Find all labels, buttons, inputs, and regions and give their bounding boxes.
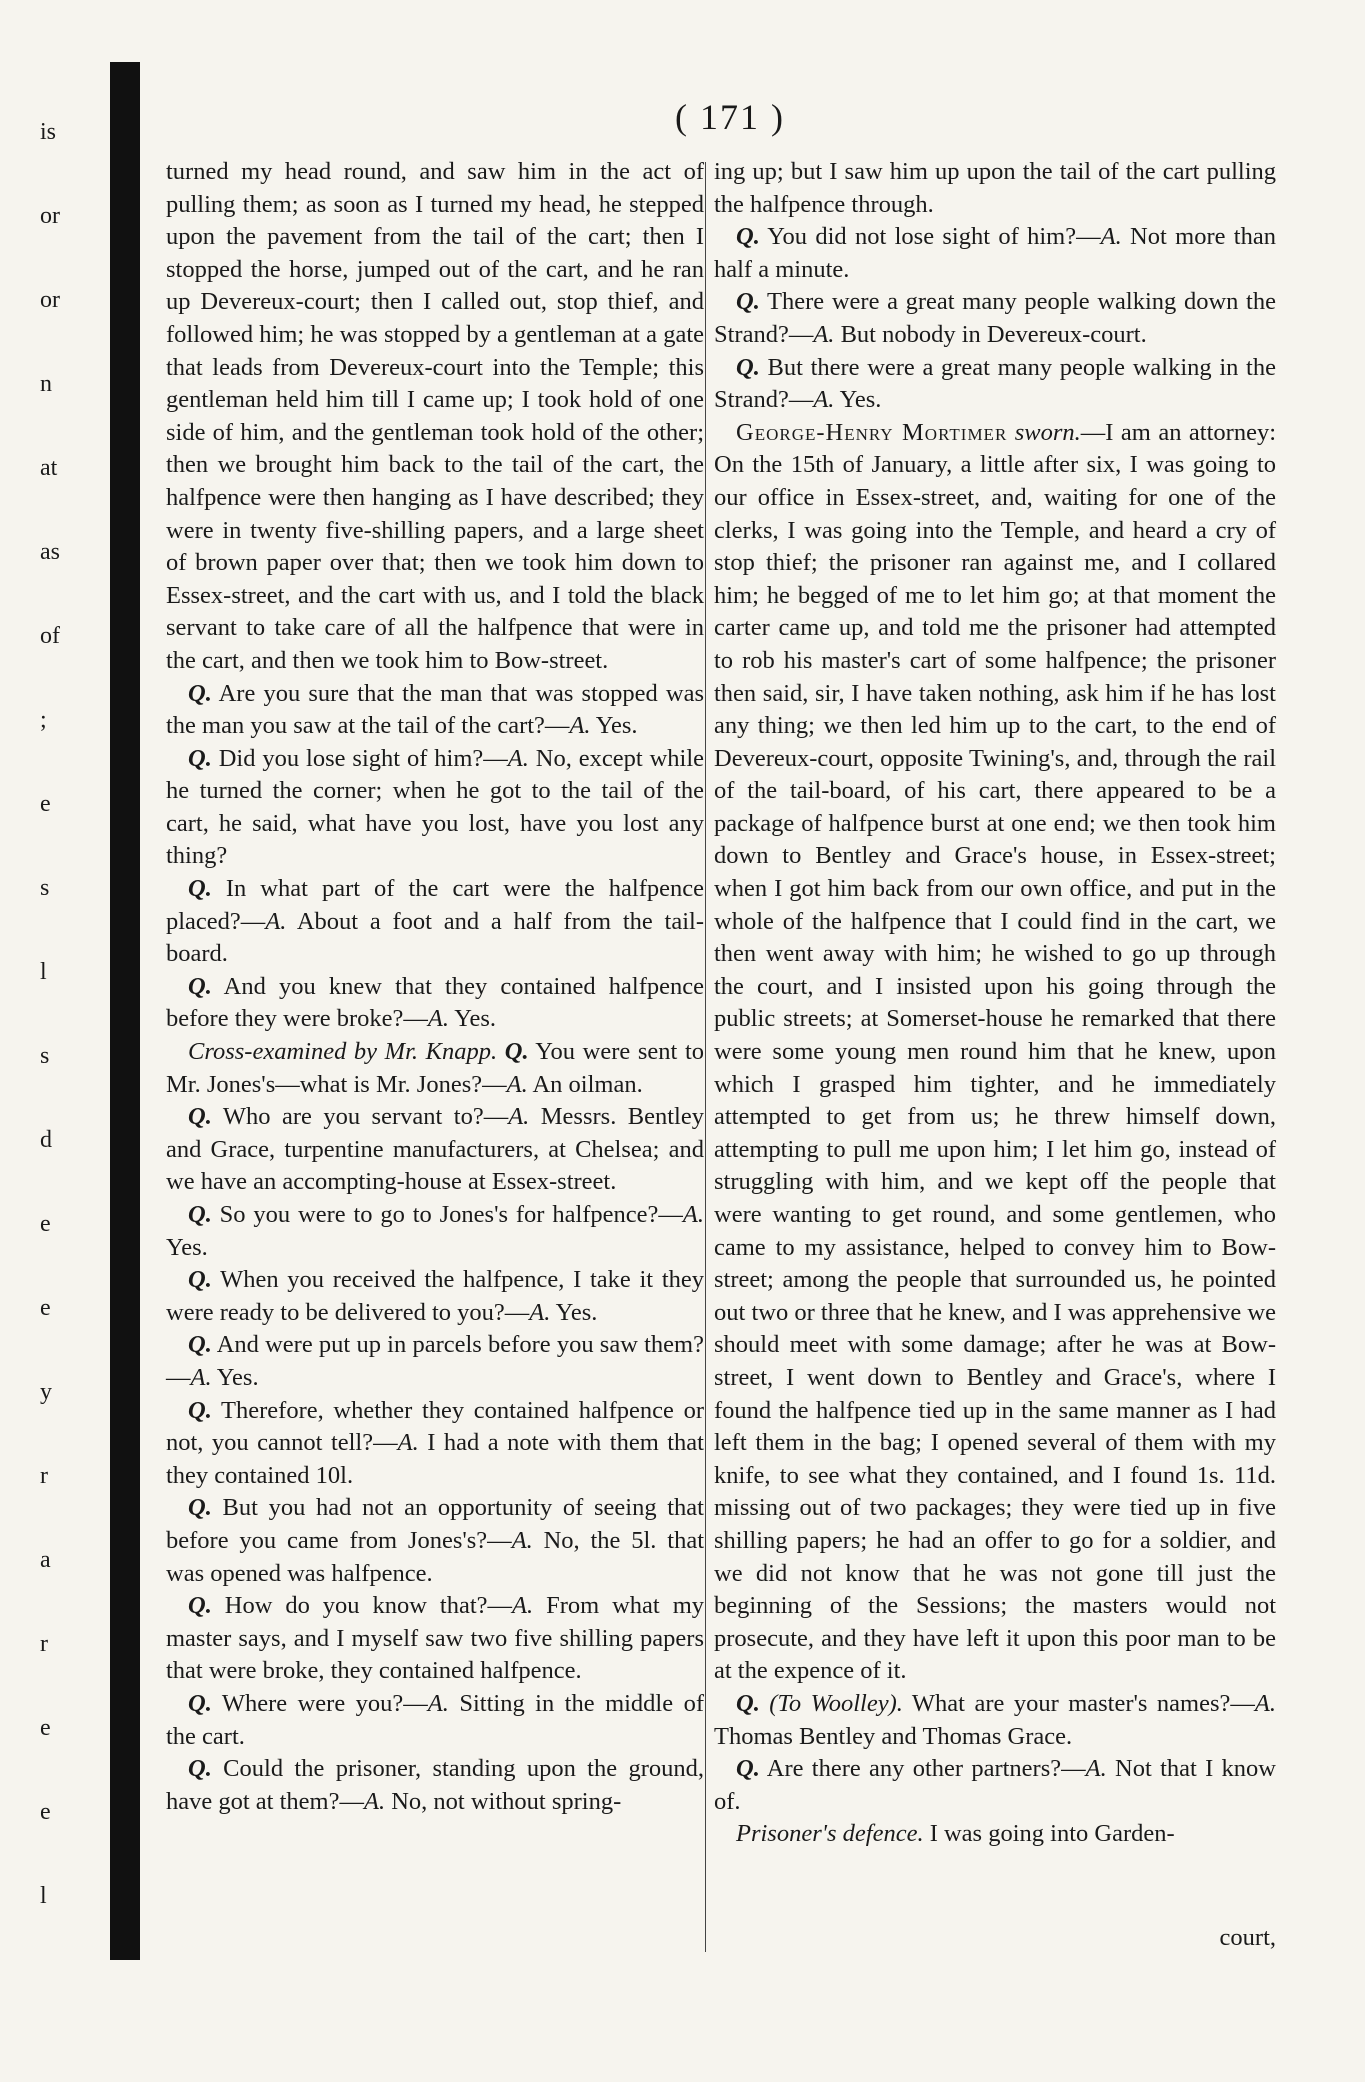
text-run: You were sent to Mr. Jones's—what is Mr. Jones?— — [166, 1038, 705, 1098]
text-run: Did you lose sight of him?— — [211, 744, 508, 772]
text-run: Yes. — [834, 386, 882, 414]
answer-marker: A. — [813, 320, 835, 348]
adjacent-page-margin — [0, 120, 70, 2000]
margin-fragment: a — [40, 1547, 51, 1573]
question-marker: Q. — [188, 1201, 212, 1228]
question-marker: Q. — [188, 1494, 212, 1522]
text-run: No, the 5l. that was opened was halfpence. — [166, 1526, 704, 1587]
answer-marker: A. — [682, 1201, 704, 1228]
margin-fragment: e — [40, 1295, 51, 1321]
text-run: Not that I know of. — [714, 1755, 1276, 1815]
question-marker: Q. — [188, 972, 212, 1000]
paragraph — [166, 1264, 704, 1329]
paragraph — [714, 1818, 1276, 1851]
paragraph — [714, 352, 1276, 417]
paragraph — [714, 221, 1276, 286]
text-run: Prisoner's defence. — [736, 1820, 924, 1848]
text-run: There were a great many people walking down the Strand?— — [714, 288, 1276, 348]
paragraph — [166, 1101, 704, 1199]
catchword: court, — [1219, 1924, 1276, 1951]
text-run: When you received the halfpence, I take it they were ready to be delivered to you?— — [166, 1266, 704, 1326]
text-run: Could the prisoner, standing upon the ground, have got at them?— — [166, 1755, 704, 1815]
text-run: What are your master's names?— — [902, 1689, 1255, 1717]
answer-marker: A. — [265, 907, 287, 935]
question-marker: Q. — [736, 1755, 760, 1783]
text-run: Cross-examined by Mr. Knapp. — [188, 1038, 498, 1066]
margin-fragment: e — [40, 1715, 51, 1741]
paragraph — [166, 1492, 704, 1590]
paragraph — [166, 873, 704, 971]
page-number: ( 171 ) — [675, 97, 785, 137]
binding-gutter — [110, 62, 140, 1960]
text-run: You did not lose sight of him?— — [759, 223, 1101, 251]
text-run — [1007, 419, 1014, 446]
text-run: ing up; but I saw him up upon the tail of the cart pulling the halfpence through. — [714, 158, 1276, 218]
question-marker: Q. — [736, 223, 760, 251]
text-run: And were put up in parcels before you saw them?— — [166, 1331, 704, 1391]
text-run: Sitting in the middle of the cart. — [166, 1689, 704, 1750]
witness-name: George-Henry Mortimer — [736, 418, 1008, 446]
question-marker: Q. — [188, 1103, 212, 1131]
text-run: I was going into Garden- — [923, 1820, 1175, 1848]
text-run: Who are you servant to?— — [211, 1103, 509, 1131]
answer-marker: A. — [397, 1429, 419, 1457]
margin-fragment: ; — [40, 707, 47, 733]
paragraph — [166, 1036, 704, 1101]
paragraph — [714, 417, 1276, 1688]
margin-fragment: s — [40, 875, 50, 901]
answer-marker: A. — [511, 1526, 533, 1554]
column-rule — [705, 162, 706, 1952]
answer-marker: A. — [1100, 223, 1122, 251]
text-run: Thomas Bentley and Thomas Grace. — [714, 1722, 1073, 1750]
answer-marker: A. — [427, 1005, 449, 1033]
margin-fragment: or — [40, 287, 60, 313]
margin-fragment: y — [40, 1379, 52, 1405]
answer-marker: A. — [427, 1689, 449, 1717]
question-marker: Q. — [188, 744, 212, 772]
question-marker: Q. — [188, 1755, 212, 1783]
paragraph — [166, 678, 704, 743]
paragraph — [166, 971, 704, 1036]
text-run — [497, 1038, 505, 1065]
text-run: About a foot and a half from the tail-board. — [166, 907, 704, 968]
text-run: How do you know that?— — [211, 1592, 513, 1620]
margin-fragment: l — [40, 959, 47, 985]
text-run: turned my head round, and saw him in the act of pulling them; as soon as I turned my head, he stepped upon the pavement from the tail of the cart; then I stopped the horse, jumped out of the cart, and he ran up Devereux-court; then I called out, stop thief, and followed him; he was stopped by a gentleman at a gate that leads from Devereux-court into the Temple; this gentleman held him till I came up; I took hold of one side of him, and the gentleman took hold of the other; then we brought him back to the tail of the cart, the halfpence were then hanging as I have described; they were in twenty five-shilling papers, and a large sheet of brown paper over that; then we took him down to Essex-street, and the cart with us, and I told the black servant to take care of all the halfpence that were in the cart, and then we took him to Bow-street. — [166, 158, 704, 674]
text-run: No, not without spring- — [385, 1787, 622, 1815]
answer-marker: A. — [813, 386, 835, 414]
margin-fragment: e — [40, 791, 51, 817]
text-run: But there were a great many people walking in the Strand?— — [714, 353, 1276, 414]
answer-marker: A. — [506, 1070, 528, 1098]
text-run: (To Woolley). — [759, 1689, 903, 1717]
text-run: And you knew that they contained halfpence before they were broke?— — [166, 972, 704, 1033]
right-column — [714, 156, 1276, 1851]
text-run: Yes. — [166, 1233, 208, 1261]
answer-marker: A. — [508, 1103, 530, 1131]
answer-marker: A. — [1254, 1689, 1276, 1717]
text-run: sworn. — [1014, 418, 1081, 446]
answer-marker: A. — [529, 1298, 551, 1326]
paragraph — [714, 1688, 1276, 1753]
text-run: An oilman. — [527, 1070, 643, 1098]
text-run: Messrs. Bentley and Grace, turpentine manufacturers, at Chelsea; and we have an accompting-house at Essex-street. — [166, 1103, 704, 1196]
paragraph — [166, 1395, 704, 1493]
question-marker: Q. — [736, 353, 760, 381]
margin-fragment: or — [40, 203, 60, 229]
answer-marker: A. — [363, 1787, 386, 1815]
margin-fragment: of — [40, 623, 60, 649]
text-run: So you were to go to Jones's for halfpence?— — [211, 1201, 683, 1228]
text-run: I had a note with them that they contained 10l. — [166, 1429, 704, 1489]
text-run: But nobody in Devereux-court. — [834, 320, 1147, 348]
answer-marker: A. — [190, 1363, 212, 1391]
text-run: Yes. — [590, 712, 638, 740]
text-run: Yes. — [448, 1005, 496, 1033]
answer-marker: A. — [1085, 1755, 1107, 1783]
question-marker: Q. — [736, 1689, 760, 1717]
answer-marker: A. — [507, 744, 529, 772]
answer-marker: A. — [512, 1592, 534, 1620]
question-marker: Q. — [188, 679, 212, 707]
margin-fragment: e — [40, 1799, 51, 1825]
left-column — [166, 156, 704, 1818]
margin-fragment: s — [40, 1043, 50, 1069]
question-marker: Q. — [504, 1038, 529, 1066]
question-marker: Q. — [188, 1266, 212, 1294]
answer-marker: A. — [569, 712, 591, 740]
paragraph — [166, 1753, 704, 1818]
text-run: Yes. — [550, 1298, 598, 1326]
margin-fragment: d — [40, 1127, 52, 1153]
text-run: Yes. — [211, 1363, 259, 1391]
question-marker: Q. — [188, 1592, 212, 1620]
paragraph — [166, 1199, 704, 1264]
paragraph — [166, 1688, 704, 1753]
question-marker: Q. — [736, 288, 760, 316]
margin-fragment: l — [40, 1883, 47, 1909]
margin-fragment: n — [40, 371, 52, 397]
text-run: From what my master says, and I myself saw two five shilling papers that were broke, they contained halfpence. — [166, 1592, 704, 1685]
text-run: —I am an attorney: On the 15th of January, a little after six, I was going to our office in Essex-street, and, waiting for one of the clerks, I was going into the Temple, and heard a cry of stop thief; the prisoner ran against me, and I collared him; he begged of me to let him go; at that moment the carter came up, and told me the prisoner had attempted to rob his master's cart of some halfpence; the prisoner then said, sir, I have taken nothing, ask him if he has lost any thing; we then led him up to the cart, to the end of Devereux-court, opposite Twining's, and, through the rail of the tail-board, of his cart, there appeared to be a package of halfpence burst at one end; we then took him down to Bentley and Grace's house, in Essex-street; when I got him back from our own office, and put in the whole of the halfpence that I could find in the cart, we then went away with him; he wished to go up through the court, and I insisted upon his going through the public streets; at Somerset-house he remarked that there were some young men round him that he knew, upon which I grasped him tighter, and he immediately attempted to get from us; he threw himself down, attempting to pull me upon him; I let him go, instead of struggling with him, and we kept off the people that were wanting to get round, and some gentlemen, who came to my assistance, helped to convey him to Bow-street; among the people that surrounded us, he pointed out two or three that he knew, and I was apprehensive we should meet with some damage; after he was at Bow-street, I went down to Bentley and Grace's, where I found the halfpence tied up in the same manner as I had left them in the bag; I opened several of them with my knife, to see what they contained, and I found 1s. 11d. missing out of two packages; they were tied up in five shilling papers; he had an offer to go for a soldier, and we did not know that he was not gone till just the beginning of the Sessions; the masters would not prosecute, and they have left it upon this poor man to be at the expence of it. — [714, 418, 1276, 1685]
text-run: Not more than half a minute. — [714, 223, 1276, 283]
margin-fragment: is — [40, 119, 57, 145]
text-run: Are there any other partners?— — [759, 1755, 1086, 1783]
margin-fragment: e — [40, 1211, 51, 1237]
margin-fragment: as — [40, 539, 60, 565]
paragraph — [714, 1753, 1276, 1818]
question-marker: Q. — [188, 1689, 212, 1717]
paragraph — [714, 156, 1276, 221]
paragraph — [166, 1329, 704, 1394]
text-run: But you had not an opportunity of seeing that before you came from Jones's?— — [166, 1494, 704, 1554]
paragraph — [166, 1590, 704, 1688]
paragraph — [166, 156, 704, 678]
question-marker: Q. — [188, 875, 212, 903]
text-run: Are you sure that the man that was stopped was the man you saw at the tail of the cart?— — [166, 679, 704, 740]
text-run: In what part of the cart were the halfpence placed?— — [166, 875, 704, 935]
paragraph — [166, 743, 704, 873]
paragraph — [714, 286, 1276, 351]
question-marker: Q. — [188, 1396, 212, 1424]
margin-fragment: r — [40, 1463, 48, 1489]
margin-fragment: at — [40, 455, 58, 481]
margin-fragment: r — [40, 1631, 48, 1657]
text-run: No, except while he turned the corner; when he got to the tail of the cart, he said, what have you lost, have you lost any thing? — [166, 744, 704, 870]
text-run: Therefore, whether they contained halfpence or not, you cannot tell?— — [166, 1396, 704, 1457]
text-run: Where were you?— — [211, 1689, 428, 1717]
question-marker: Q. — [188, 1331, 212, 1359]
